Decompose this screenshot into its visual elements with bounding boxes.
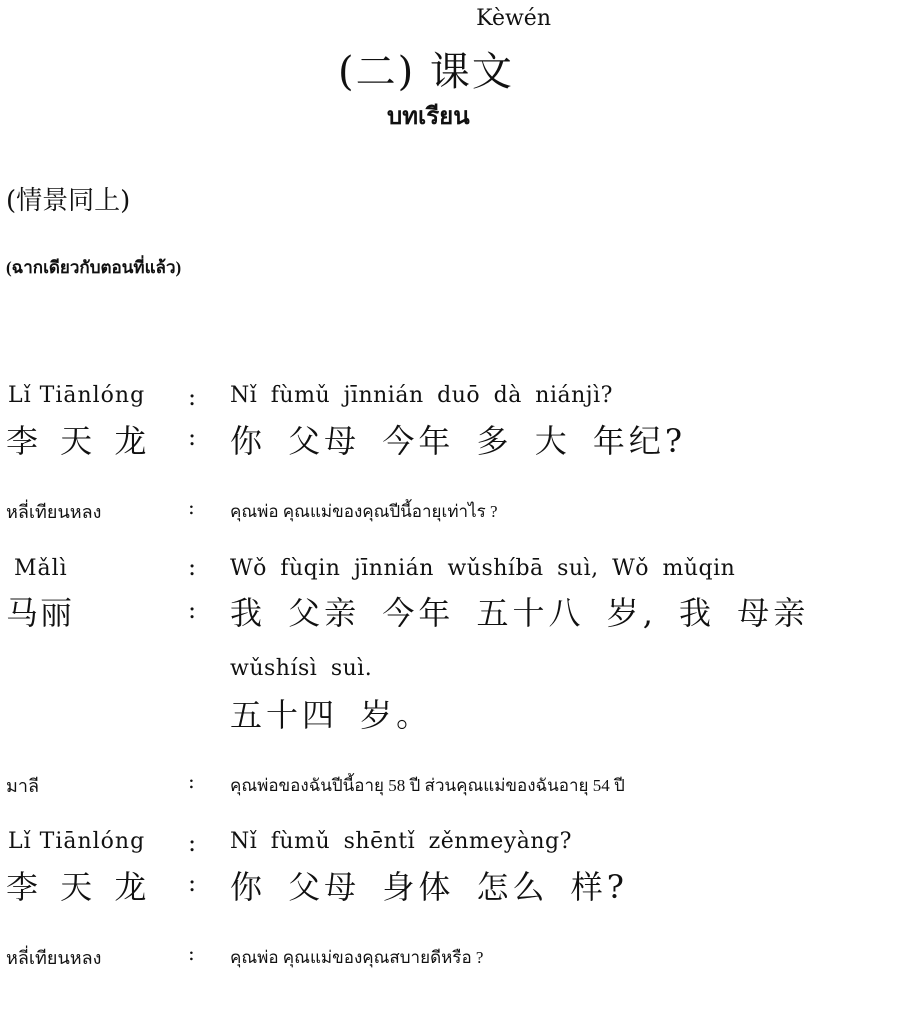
colon: : — [188, 769, 195, 793]
speaker-chinese: 李 天 龙 — [6, 868, 153, 906]
speaker-chinese: 马丽 — [6, 594, 75, 632]
line-pinyin: Wǒ fùqin jīnnián wǔshíbā suì, Wǒ mǔqin — [230, 556, 736, 581]
line-chinese: 你 父母 身体 怎么 样? — [230, 868, 628, 906]
speaker-pinyin: Lǐ Tiānlóng — [8, 383, 146, 408]
speaker-thai: หลี่เทียนหลง — [6, 502, 102, 522]
lesson-heading-pinyin: Kèwén — [476, 6, 551, 31]
line-chinese: 你 父母 今年 多 大 年纪? — [230, 422, 687, 460]
lesson-heading-chinese: (二) 课文 — [338, 49, 514, 95]
colon: : — [188, 941, 195, 965]
speaker-pinyin: Lǐ Tiānlóng — [8, 829, 146, 854]
speaker-thai: มาลี — [6, 776, 40, 796]
speaker-pinyin: Mǎlì — [14, 556, 68, 581]
colon: : — [188, 495, 195, 519]
scene-note-thai: (ฉากเดียวกับตอนที่แล้ว) — [6, 258, 182, 277]
line-chinese: 我 父亲 今年 五十八 岁, 我 母亲 — [230, 594, 810, 632]
line-thai: คุณพ่อ คุณแม่ของคุณปีนี้อายุเท่าไร ? — [230, 502, 498, 521]
speaker-thai: หลี่เทียนหลง — [6, 948, 102, 968]
colon: : — [188, 829, 197, 857]
colon: : — [188, 869, 197, 897]
lesson-heading-thai: บทเรียน — [387, 104, 470, 130]
scene-note-chinese: (情景同上) — [6, 186, 131, 216]
line-chinese-continued: 五十四 岁。 — [230, 696, 433, 734]
line-pinyin-continued: wǔshísì suì. — [230, 656, 373, 681]
line-pinyin: Nǐ fùmǔ jīnnián duō dà niánjì? — [230, 383, 613, 408]
speaker-chinese: 李 天 龙 — [6, 422, 153, 460]
colon: : — [188, 553, 197, 581]
line-thai: คุณพ่อของฉันปีนี้อายุ 58 ปี ส่วนคุณแม่ของฉันอายุ 54 ปี — [230, 776, 625, 795]
line-pinyin: Nǐ fùmǔ shēntǐ zěnmeyàng? — [230, 829, 572, 854]
colon: : — [188, 383, 197, 411]
colon: : — [188, 423, 197, 451]
line-thai: คุณพ่อ คุณแม่ของคุณสบายดีหรือ ? — [230, 948, 484, 967]
colon: : — [188, 596, 197, 624]
